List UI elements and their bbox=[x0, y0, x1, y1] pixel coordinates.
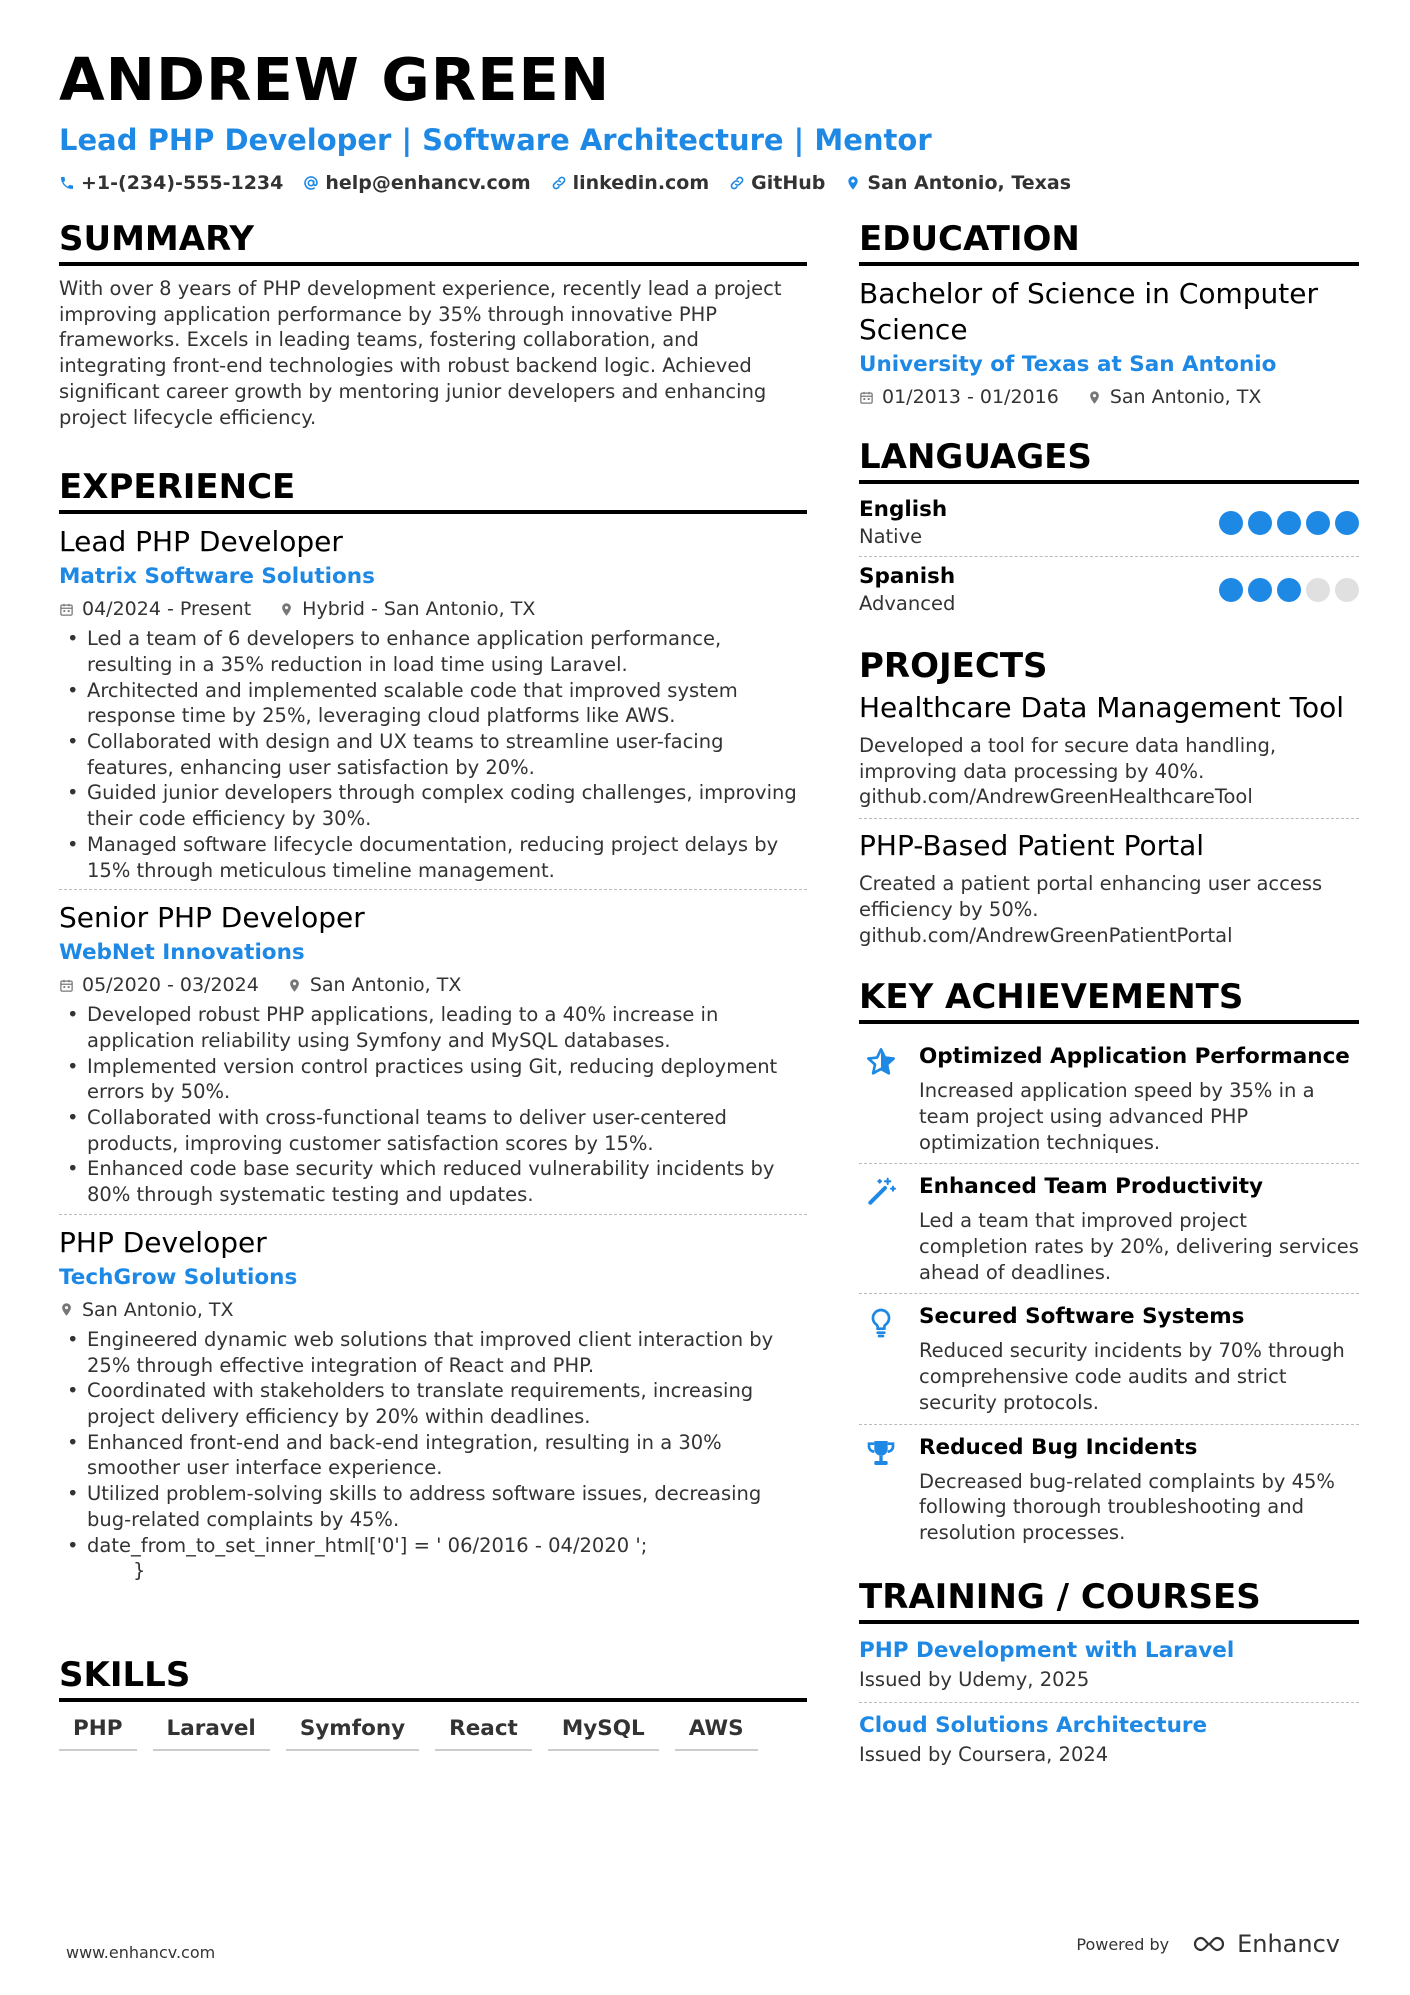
skill-tag: Laravel bbox=[153, 1712, 270, 1751]
achievement-entry bbox=[859, 1424, 1359, 1554]
course-title: PHP Development with Laravel bbox=[859, 1637, 1235, 1663]
contact-bar bbox=[59, 172, 1359, 194]
achievement-description: Decreased bug-related complaints by 45% following thorough troubleshooting and resolution processes. bbox=[919, 1469, 1335, 1544]
achievement-entry bbox=[859, 1034, 1359, 1163]
job-meta bbox=[59, 1297, 807, 1323]
rating-dot bbox=[1248, 578, 1272, 602]
project-description: Created a patient portal enhancing user access efficiency by 50%. github.com/AndrewGreenPatientPortal bbox=[859, 872, 1323, 947]
job-dates-text: 04/2024 - Present bbox=[82, 598, 252, 621]
skill-tag: AWS bbox=[675, 1712, 758, 1751]
enhancv-logo-icon bbox=[1187, 1932, 1231, 1956]
job-bullets bbox=[59, 1327, 807, 1558]
skill-tag: PHP bbox=[59, 1712, 137, 1751]
map-pin-icon bbox=[287, 978, 302, 993]
achievements-section bbox=[859, 976, 1359, 1553]
rating-dot bbox=[1335, 511, 1359, 535]
job-company: Matrix Software Solutions bbox=[59, 564, 375, 590]
job-entry bbox=[59, 1214, 807, 1590]
course-entry bbox=[859, 1702, 1359, 1777]
job-location-text: San Antonio, TX bbox=[82, 1298, 234, 1321]
contact-email-text: help@enhancv.com bbox=[325, 172, 531, 194]
job-location bbox=[287, 972, 462, 998]
map-pin-icon bbox=[1087, 390, 1102, 405]
rating-dot bbox=[1248, 511, 1272, 535]
right-column bbox=[859, 218, 1359, 1777]
language-row bbox=[859, 556, 1359, 623]
rating-dot bbox=[1277, 511, 1301, 535]
achievement-description: Increased application speed by 35% in a team project using advanced PHP optimization techniques. bbox=[919, 1079, 1315, 1154]
language-name: English bbox=[859, 497, 948, 522]
link-icon bbox=[551, 175, 567, 191]
contact-phone[interactable] bbox=[59, 172, 283, 194]
education-degree: Bachelor of Science in Computer Science bbox=[859, 277, 1319, 346]
contact-linkedin[interactable] bbox=[551, 172, 710, 194]
experience-section bbox=[59, 466, 807, 1590]
job-meta bbox=[59, 972, 807, 998]
course-title: Cloud Solutions Architecture bbox=[859, 1712, 1208, 1738]
job-meta bbox=[59, 596, 807, 622]
summary-text: With over 8 years of PHP development experience, recently lead a project improving application performance by 35% through innovative PHP frameworks. Excels in leading teams, fostering collaboration, and integrating front-end technologies with robust backend logic. Achieved significant career growth by mentoring junior developers and enhancing project lifecycle efficiency. bbox=[59, 277, 782, 429]
job-bullet: • Engineered dynamic web solutions that improved client interaction by 25% through effective integration of React and PHP. bbox=[59, 1327, 807, 1378]
calendar-icon bbox=[59, 602, 74, 617]
contact-email[interactable] bbox=[303, 172, 530, 194]
map-pin-icon bbox=[845, 175, 861, 191]
left-column bbox=[59, 218, 807, 1751]
brand-name: Enhancv bbox=[1237, 1930, 1340, 1958]
job-bullet: • Enhanced code base security which reduced vulnerability incidents by 80% through systematic testing and updates. bbox=[59, 1156, 807, 1207]
job-bullet: • date_from_to_set_inner_html['0'] = ' 06/2016 - 04/2020 '; bbox=[59, 1533, 807, 1559]
candidate-headline: Lead PHP Developer | Software Architecture | Mentor bbox=[59, 123, 932, 157]
education-school: University of Texas at San Antonio bbox=[859, 352, 1277, 377]
skill-tag: React bbox=[435, 1712, 532, 1751]
language-rating bbox=[1219, 578, 1359, 602]
job-code-tail: } bbox=[133, 1559, 146, 1583]
education-dates-text: 01/2013 - 01/2016 bbox=[882, 386, 1059, 408]
job-bullets bbox=[59, 1002, 807, 1208]
education-dates bbox=[859, 384, 1059, 410]
language-name: Spanish bbox=[859, 564, 956, 589]
job-location-text: San Antonio, TX bbox=[309, 974, 462, 997]
section-title-projects: PROJECTS bbox=[859, 646, 1048, 686]
skill-tag: Symfony bbox=[286, 1712, 419, 1751]
project-entry bbox=[859, 689, 1359, 818]
link-icon bbox=[729, 175, 745, 191]
language-level: Native bbox=[859, 525, 923, 548]
trophy-icon bbox=[865, 1437, 897, 1469]
phone-icon bbox=[59, 175, 75, 191]
section-title-summary: SUMMARY bbox=[59, 218, 807, 266]
job-location bbox=[59, 1297, 234, 1323]
job-dates bbox=[59, 972, 259, 998]
education-section bbox=[859, 218, 1359, 410]
section-title-languages: LANGUAGES bbox=[859, 436, 1359, 484]
achievement-icon-wrap bbox=[859, 1172, 903, 1285]
achievement-title: Reduced Bug Incidents bbox=[919, 1434, 1198, 1460]
lightbulb-icon bbox=[865, 1306, 897, 1338]
achievement-title: Enhanced Team Productivity bbox=[919, 1174, 1263, 1200]
job-bullet: • Collaborated with cross-functional teams to deliver user-centered products, improving customer satisfaction scores by 15%. bbox=[59, 1105, 807, 1156]
achievement-title: Optimized Application Performance bbox=[919, 1044, 1350, 1070]
job-entry bbox=[59, 889, 807, 1214]
rating-dot bbox=[1335, 578, 1359, 602]
languages-section bbox=[859, 436, 1359, 623]
rating-dot bbox=[1306, 511, 1330, 535]
contact-github[interactable] bbox=[729, 172, 825, 194]
contact-linkedin-text: linkedin.com bbox=[572, 172, 710, 194]
education-location bbox=[1087, 384, 1262, 410]
rating-dot bbox=[1306, 578, 1330, 602]
achievement-icon-wrap bbox=[859, 1433, 903, 1546]
job-dates-text: 05/2020 - 03/2024 bbox=[82, 974, 259, 997]
job-location bbox=[279, 596, 535, 622]
project-title: Healthcare Data Management Tool bbox=[859, 691, 1345, 724]
job-company: TechGrow Solutions bbox=[59, 1264, 298, 1290]
job-bullet: • Enhanced front-end and back-end integration, resulting in a 30% smoother user interface experience. bbox=[59, 1430, 807, 1481]
skills-section bbox=[59, 1654, 807, 1751]
achievement-title: Secured Software Systems bbox=[919, 1304, 1245, 1330]
contact-phone-text: +1-(234)-555-1234 bbox=[81, 172, 284, 194]
job-bullet: • Led a team of 6 developers to enhance application performance, resulting in a 35% reduction in load time using Laravel. bbox=[59, 626, 807, 677]
section-title-education: EDUCATION bbox=[859, 218, 1359, 266]
calendar-icon bbox=[59, 978, 74, 993]
star-icon bbox=[865, 1046, 897, 1078]
achievement-icon-wrap bbox=[859, 1302, 903, 1415]
section-title-achievements: KEY ACHIEVEMENTS bbox=[859, 976, 1359, 1024]
map-pin-icon bbox=[59, 1302, 74, 1317]
job-title: Lead PHP Developer bbox=[59, 525, 343, 559]
rating-dot bbox=[1219, 578, 1243, 602]
education-meta bbox=[859, 384, 1359, 410]
language-rating bbox=[1219, 511, 1359, 535]
section-title-skills: SKILLS bbox=[59, 1654, 807, 1702]
job-bullet: • Managed software lifecycle documentation, reducing project delays by 15% through meticulous timeline management. bbox=[59, 832, 807, 883]
footer-website[interactable]: www.enhancv.com bbox=[66, 1943, 216, 1962]
language-row bbox=[859, 494, 1359, 556]
job-bullets bbox=[59, 626, 807, 883]
rating-dot bbox=[1277, 578, 1301, 602]
calendar-icon bbox=[859, 390, 874, 405]
job-bullet: • Utilized problem-solving skills to address software issues, decreasing bug-related complaints by 45%. bbox=[59, 1481, 807, 1532]
skill-tag: MySQL bbox=[548, 1712, 659, 1751]
job-bullet: • Collaborated with design and UX teams to streamline user-facing features, enhancing user satisfaction by 20%. bbox=[59, 729, 807, 780]
at-icon bbox=[303, 175, 319, 191]
job-dates bbox=[59, 596, 251, 622]
project-entry bbox=[859, 818, 1359, 956]
achievement-description: Led a team that improved project completion rates by 20%, delivering services ahead of deadlines. bbox=[919, 1209, 1359, 1284]
language-level: Advanced bbox=[859, 592, 956, 615]
job-bullet: • Developed robust PHP applications, leading to a 40% increase in application reliability using Symfony and MySQL databases. bbox=[59, 1002, 807, 1053]
education-location-text: San Antonio, TX bbox=[1109, 386, 1262, 408]
job-title: PHP Developer bbox=[59, 1225, 267, 1259]
candidate-name: ANDREW GREEN bbox=[59, 45, 611, 114]
projects-section bbox=[859, 645, 1359, 956]
section-title-training: TRAINING / COURSES bbox=[859, 1576, 1359, 1624]
summary-section bbox=[59, 218, 807, 430]
job-bullet: • Coordinated with stakeholders to translate requirements, increasing project delivery efficiency by 20% within deadlines. bbox=[59, 1378, 807, 1429]
achievement-icon-wrap bbox=[859, 1042, 903, 1155]
job-bullet: • Implemented version control practices using Git, reducing deployment errors by 50%. bbox=[59, 1054, 807, 1105]
rating-dot bbox=[1219, 511, 1243, 535]
training-section bbox=[859, 1576, 1359, 1777]
contact-location-text: San Antonio, Texas bbox=[867, 172, 1072, 194]
powered-by-label: Powered by bbox=[1076, 1934, 1170, 1954]
project-description: Developed a tool for secure data handling, improving data processing by 40%. github.com/AndrewGreenHealthcareTool bbox=[859, 734, 1277, 809]
achievement-entry bbox=[859, 1163, 1359, 1293]
map-pin-icon bbox=[279, 602, 294, 617]
job-title: Senior PHP Developer bbox=[59, 901, 365, 935]
magic-wand-icon bbox=[865, 1176, 897, 1208]
section-title-experience: EXPERIENCE bbox=[59, 466, 807, 514]
job-bullet: • Guided junior developers through complex coding challenges, improving their code efficiency by 30%. bbox=[59, 780, 807, 831]
project-title: PHP-Based Patient Portal bbox=[859, 829, 1205, 863]
course-issuer: Issued by Coursera, 2024 bbox=[859, 1742, 1109, 1766]
resume-header bbox=[59, 44, 1359, 194]
job-bullet: • Architected and implemented scalable code that improved system response time by 25%, leveraging cloud platforms like AWS. bbox=[59, 678, 807, 729]
brand-logo[interactable] bbox=[1187, 1930, 1340, 1958]
contact-github-text: GitHub bbox=[751, 172, 826, 194]
job-company: WebNet Innovations bbox=[59, 940, 305, 966]
achievement-entry bbox=[859, 1293, 1359, 1423]
job-entry bbox=[59, 524, 807, 889]
course-entry bbox=[859, 1634, 1359, 1702]
footer-branding bbox=[1076, 1930, 1340, 1958]
achievement-description: Reduced security incidents by 70% through comprehensive code audits and strict security protocols. bbox=[919, 1339, 1345, 1414]
contact-location bbox=[845, 172, 1071, 194]
job-location-text: Hybrid - San Antonio, TX bbox=[302, 598, 536, 621]
skills-list bbox=[59, 1712, 807, 1751]
course-issuer: Issued by Udemy, 2025 bbox=[859, 1667, 1090, 1691]
